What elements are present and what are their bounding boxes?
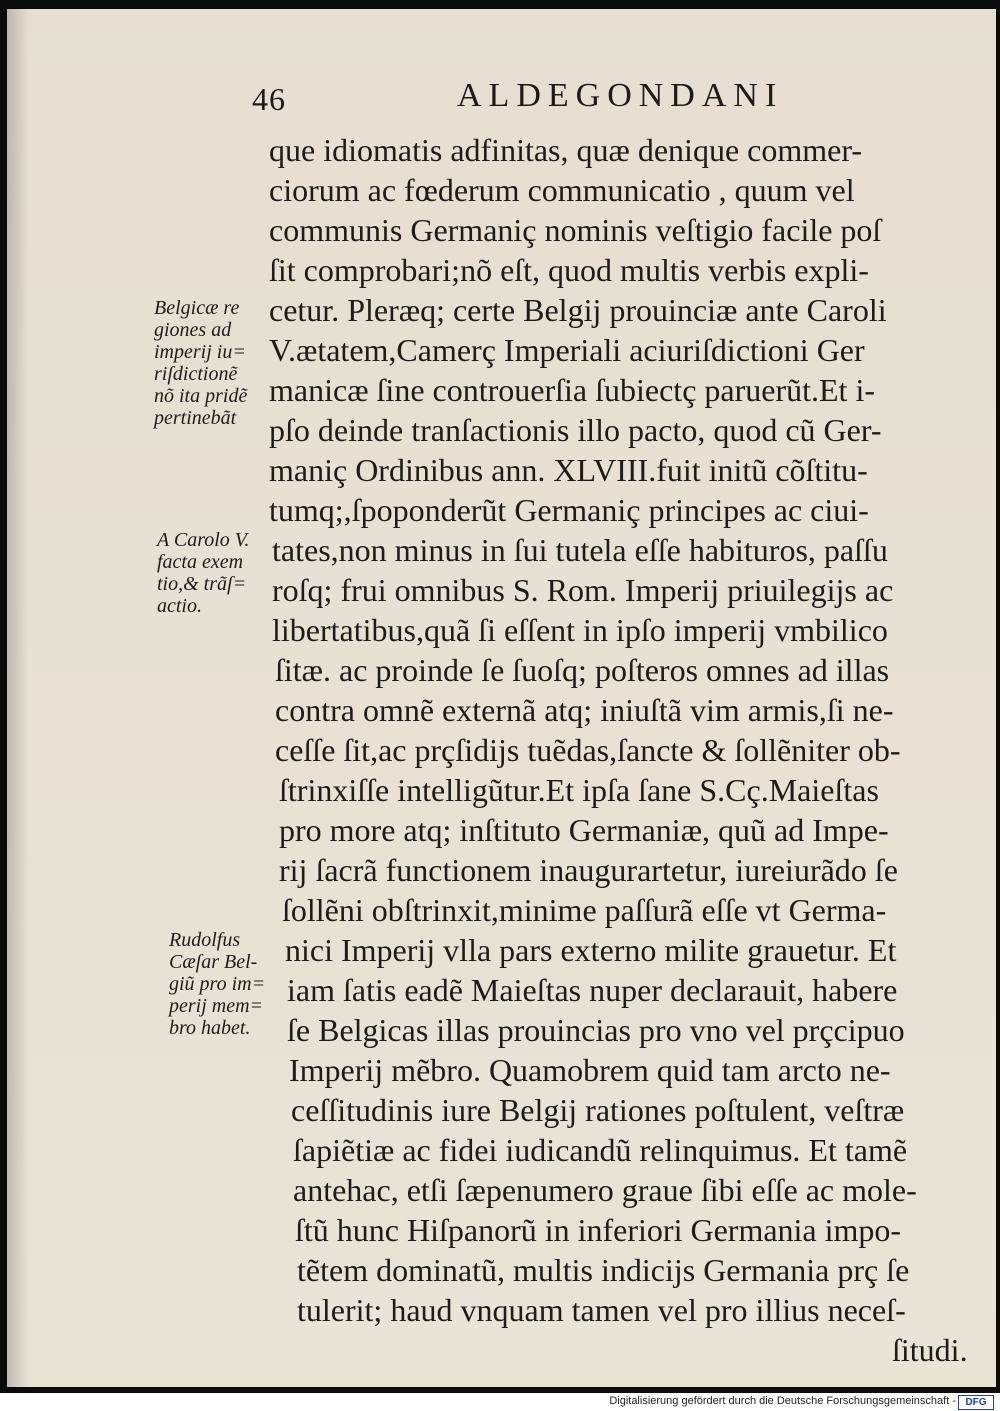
- text-line: ſitudi.: [892, 1332, 968, 1368]
- margin-note-line: giũ pro im=: [169, 973, 266, 995]
- margin-note-line: Rudolfus: [169, 929, 241, 951]
- text-line: antehac, etſi ſæpenumero graue ſibi eſſe ac mole-: [293, 1172, 917, 1208]
- text-line: iam ſatis eadẽ Maieſtas nuper declarauit, habere: [287, 972, 898, 1008]
- margin-note-charles-v: [157, 529, 249, 617]
- text-line: tumq;,ſpoponderũt Germaniç principes ac ciui-: [269, 492, 869, 528]
- running-head: ALDEGONDANI: [457, 77, 784, 114]
- text-line: maniç Ordinibus ann. XLVIII.fuit initũ cõſtitu-: [269, 452, 868, 488]
- book-page: [7, 9, 996, 1387]
- text-line: V.ætatem,Camerç Imperiali aciuriſdictioni Ger: [269, 332, 865, 368]
- text-line: rij ſacrã functionem inaugurartetur, iureiurãdo ſe: [279, 852, 898, 888]
- text-line: ſitæ. ac proinde ſe ſuoſq; poſteros omnes ad illas: [275, 652, 890, 688]
- funding-credit: Digitalisierung gefördert durch die Deutsche Forschungsgemeinschaft -: [609, 1395, 956, 1407]
- margin-note-rudolf: [169, 929, 265, 1039]
- body-text: [7, 9, 996, 1387]
- margin-note-line: A Carolo V.: [157, 529, 250, 551]
- text-line: tulerit; haud vnquam tamen vel pro illius neceſ-: [297, 1292, 906, 1328]
- text-line: cetur. Pleræq; certe Belgij prouinciæ ante Caroli: [269, 292, 887, 328]
- page-number: 46: [252, 81, 286, 117]
- text-line: pro more atq; inſtituto Germaniæ, quũ ad Impe-: [279, 812, 889, 848]
- text-line: ceſſe ſit,ac prçſidijs tuẽdas,ſancte & ſollẽniter ob-: [275, 732, 901, 768]
- margin-note-line: Belgicæ re: [154, 297, 240, 319]
- text-line: ſtũ hunc Hiſpanorũ in inferiori Germania impo-: [295, 1212, 902, 1248]
- text-line: tẽtem dominatũ, multis indicijs Germania prç ſe: [297, 1252, 910, 1288]
- text-line: communis Germaniç nominis veſtigio facile poſ: [269, 212, 882, 248]
- text-line: ſapiẽtiæ ac fidei iudicandũ relinquimus. Et tamẽ: [293, 1132, 908, 1168]
- text-line: tates,non minus in ſui tutela eſſe habituros, paſſu: [272, 532, 888, 568]
- margin-note-belgium-jurisdiction: [154, 297, 247, 429]
- margin-note-line: facta exem: [157, 551, 244, 573]
- text-line: ſollẽni obſtrinxit,minime paſſurã eſſe vt Germa-: [282, 892, 887, 928]
- margin-note-line: bro habet.: [169, 1017, 251, 1039]
- margin-note-line: perij mem=: [169, 995, 264, 1017]
- text-line: ſe Belgicas illas prouincias pro vno vel prçcipuo: [287, 1012, 905, 1048]
- text-line: Imperij mẽbro. Quamobrem quid tam arcto ne-: [289, 1052, 891, 1088]
- text-line: libertatibus,quã ſi eſſent in ipſo imperij vmbilico: [272, 612, 888, 648]
- margin-note-line: imperij iu=: [154, 341, 246, 363]
- text-line: que idiomatis adfinitas, quæ denique commer-: [269, 132, 862, 168]
- margin-note-line: riſdictionẽ: [154, 363, 238, 385]
- margin-note-line: Cæſar Bel-: [169, 951, 258, 973]
- dfg-logo-icon: DFG: [958, 1395, 994, 1410]
- text-line: nici Imperij vlla pars externo milite grauetur. Et: [285, 932, 897, 968]
- text-line: manicæ ſine controuerſia ſubiectç paruerũt.Et i-: [269, 372, 875, 408]
- text-line: ſtrinxiſſe intelligũtur.Et ipſa ſane S.Cç.Maieſtas: [279, 772, 879, 808]
- margin-note-line: actio.: [157, 595, 202, 617]
- text-line: pſo deinde tranſactionis illo pacto, quod cũ Ger-: [269, 412, 882, 448]
- text-line: roſq; frui omnibus S. Rom. Imperij priuilegijs ac: [272, 572, 894, 608]
- margin-note-line: giones ad: [154, 319, 232, 341]
- margin-note-line: nõ ita pridẽ: [154, 385, 248, 407]
- margin-note-line: tio,& trãſ=: [157, 573, 247, 595]
- margin-note-line: pertinebãt: [154, 407, 237, 429]
- text-line: ſit comprobari;nõ eſt, quod multis verbis expli-: [269, 252, 869, 288]
- text-line: ciorum ac fœderum communicatio , quum vel: [269, 172, 855, 208]
- text-line: ceſſitudinis iure Belgij rationes poſtulent, veſtræ: [291, 1092, 905, 1128]
- text-line: contra omnẽ externã atq; iniuſtã vim armis,ſi ne-: [275, 692, 894, 728]
